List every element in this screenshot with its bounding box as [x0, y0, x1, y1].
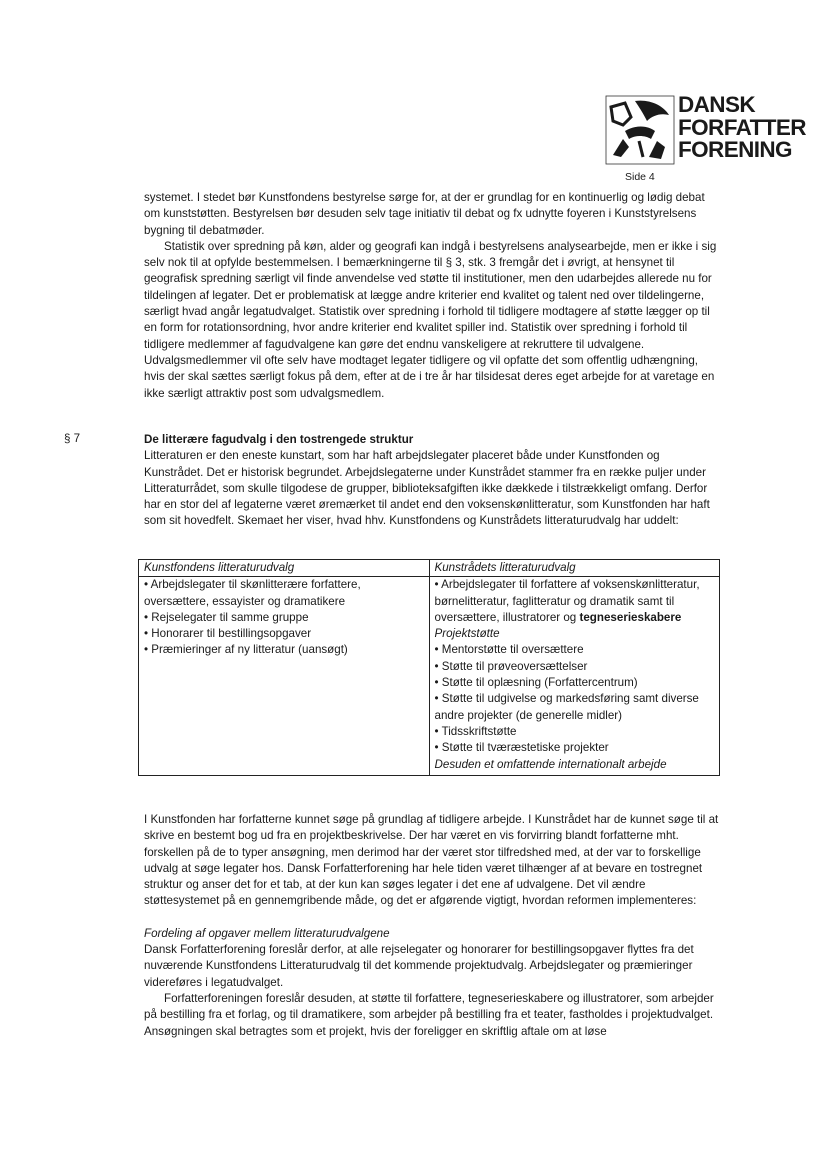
list-item: • Honorarer til bestillingsopgaver	[144, 627, 312, 641]
bottom-text-block	[144, 812, 719, 1040]
paragraph: Dansk Forfatterforening foreslår derfor, at alle rejselegater og honorarer for bestillingsopgaver flyttes fra det nuværende Kunstfondens Litteraturudvalg til det kommende projektudvalg. Arbejdslegater og præmieringer videreføres i legatudvalget.	[144, 943, 694, 989]
paragraph: Forfatterforeningen foreslår desuden, at støtte til forfattere, tegneserieskabere og illustratorer, som arbejder på bestilling fra et forlag, og til dramatikere, som arbejder på bestilling fra et teater, fastholdes i projektudvalget. Ansøgningen skal betragtes som et projekt, hvis der foreligger en skriftlig aftale om at løse	[144, 991, 714, 1038]
organization-logo	[605, 92, 806, 167]
list-item: • Arbejdslegater til forfattere af voksenskønlitteratur, børnelitteratur, faglitteratur og dramatik samt til oversættere, illustratorer og tegneserieskabere	[434, 578, 700, 624]
list-item: • Præmieringer af ny litteratur (uansøgt)	[144, 643, 348, 657]
list-item: • Tidsskriftstøtte	[434, 724, 517, 738]
section-heading: De litterære fagudvalg i den tostrengede struktur	[144, 433, 414, 446]
section-number: § 7	[64, 432, 81, 445]
pegasus-logo-icon	[605, 95, 675, 165]
paragraph: Statistik over spredning på køn, alder og geografi kan indgå i bestyrelsens analysearbejde, men er ikke i sig selv nok til at opfylde bestemmelsen. I bemærkningerne til § 3, stk. 3 fremgår det i øvrigt, at hensynet til geografisk spredning særligt vil finde anvendelse ved støtte til institutioner, men den udarbejdes allerede nu for tildelingen af legater. Det er problematisk at lægge andre kriterier end kvalitet og talent ned over tildelingerne, særligt hvad angår legatudvalget. Statistik over spredning i forhold til tidligere modtagere af støtte lægger op til en form for rotationsordning, hvor andre kriterier end kvalitet spiller ind. Statistik over spredning i forhold til tidligere medlemmer af fagudvalgene kan gøre det endnu vanskeligere at rekruttere til udvalgene. Udvalgsmedlemmer vil ofte selv have modtaget legater tidligere og vil opfatte det som offentlig udhængning, hvis der skal sættes særligt fokus på dem, efter at de i tre år har tilsidesat deres eget arbejde for at varetage en ikke særligt attraktiv post som udvalgsmedlem.	[144, 239, 717, 400]
paragraph: I Kunstfonden har forfatterne kunnet søge på grundlag af tidligere arbejde. I Kunstrådet har de kunnet søge til at skrive en bestemt bog ud fra en projektbeskrivelse. Der har været en vis forvirring blandt forfatterne mht. forskellen på de to typer ansøgning, men derimod har der været stor tilfredshed med, at der var to forskellige udvalg at søge legater hos. Dansk Forfatterforening har hele tiden været tilhænger af at bevare en tostregnet struktur og anser det for et tab, at der kun kan søges legater i det ene af udvalgene. Det vil ændre støttesystemet på en gennemgribende måde, og det er afgørende vigtigt, hvordan reformen implementeres:	[144, 813, 719, 908]
table-cell-kunstfonden	[139, 577, 430, 776]
top-text-block	[144, 190, 719, 402]
paragraph: systemet. I stedet bør Kunstfondens bestyrelse sørge for, at der er grundlag for en kontinuerlig og lødig debat om kunststøtten. Bestyrelsen bør desuden selv tage initiativ til debat og fx udnytte foyeren i Kunststyrelsens bygning til debatmøder.	[144, 191, 705, 237]
page-number: Side 4	[625, 171, 655, 183]
section-7	[144, 432, 719, 530]
list-item: • Mentorstøtte til oversættere	[434, 643, 584, 657]
list-note: Desuden et omfattende internationalt arbejde	[434, 757, 667, 771]
list-item: • Støtte til oplæsning (Forfattercentrum)	[434, 676, 638, 690]
table-header-kunstfonden: Kunstfondens litteraturudvalg	[139, 560, 430, 577]
logo-wordmark: DANSK FORFATTER FORENING	[678, 92, 806, 162]
list-item: • Rejselegater til samme gruppe	[144, 610, 309, 624]
table-cell-kunstraadet	[429, 577, 720, 776]
list-subheading: Projektstøtte	[434, 627, 500, 641]
list-item: • Støtte til tværæstetiske projekter	[434, 741, 609, 755]
table-header-kunstraadet: Kunstrådets litteraturudvalg	[429, 560, 720, 577]
list-item: • Støtte til prøveoversættelser	[434, 659, 588, 673]
paragraph: Litteraturen er den eneste kunstart, som har haft arbejdslegater placeret både under Kunstfonden og Kunstrådet. Det er historisk begrundet. Arbejdslegaterne under Kunstrådet stammer fra en række puljer under Litteraturrådet, som skulle tilgodese de grupper, biblioteksafgiften ikke dækkede i tilstrækkeligt omfang. Derfor har en stor del af legaterne været øremærket til andet end den voksenskønlitteratur, som Kunstfonden har haft som sit hovedfelt. Skemaet her viser, hvad hhv. Kunstfondens og Kunstrådets litteraturudvalg har uddelt:	[144, 449, 710, 528]
subheading: Fordeling af opgaver mellem litteraturudvalgene	[144, 926, 390, 940]
committee-comparison-table	[138, 559, 720, 776]
list-item: • Arbejdslegater til skønlitterære forfattere, oversættere, essayister og dramatikere	[144, 578, 361, 608]
list-item: • Støtte til udgivelse og markedsføring samt diverse andre projekter (de generelle midler)	[434, 692, 699, 722]
